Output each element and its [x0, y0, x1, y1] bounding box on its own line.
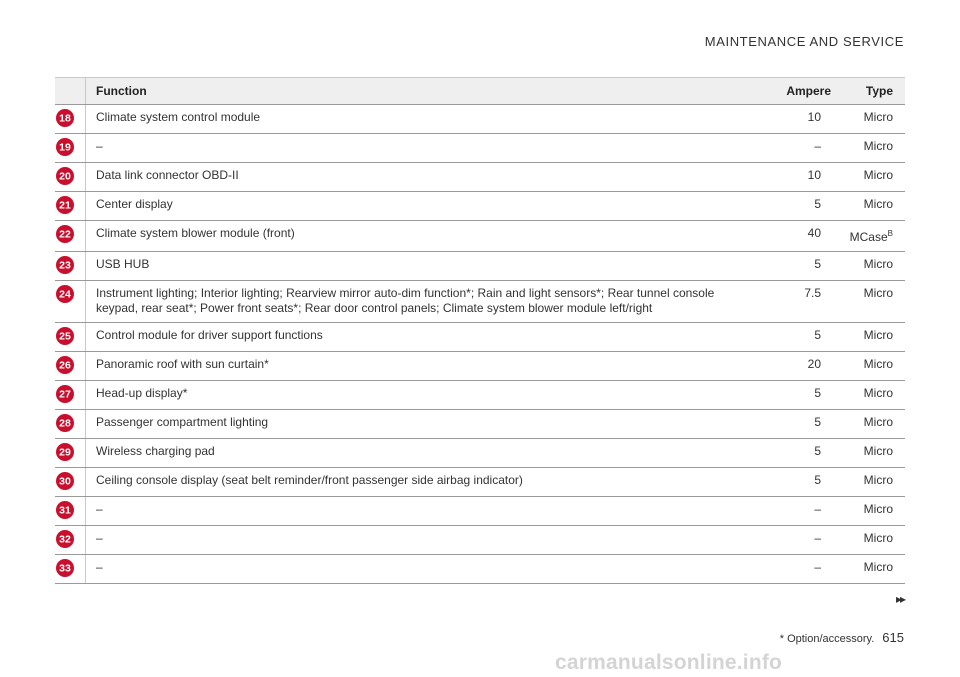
- type-label: Micro: [863, 286, 893, 300]
- fuse-number-cell: [55, 381, 86, 410]
- fuse-number-cell: [55, 439, 86, 468]
- type-cell: [839, 323, 905, 352]
- fuse-number-badge-icon: [56, 472, 74, 490]
- function-cell: Passenger compartment lighting: [86, 410, 772, 439]
- fuse-number-label: 24: [59, 288, 71, 301]
- function-cell: USB HUB: [86, 252, 772, 281]
- table-row: [55, 252, 905, 281]
- fuse-number-cell: [55, 555, 86, 584]
- ampere-cell: 5: [771, 323, 839, 352]
- fuse-number-label: 31: [59, 504, 71, 517]
- type-label: Micro: [863, 168, 893, 182]
- fuse-number-badge-icon: [56, 109, 74, 127]
- table-row: [55, 221, 905, 252]
- table-row: [55, 468, 905, 497]
- function-cell: Panoramic roof with sun curtain*: [86, 352, 772, 381]
- table-row: [55, 163, 905, 192]
- fuse-number-label: 29: [59, 446, 71, 459]
- function-cell: Center display: [86, 192, 772, 221]
- ampere-cell: –: [771, 134, 839, 163]
- type-cell: [839, 352, 905, 381]
- type-label: Micro: [863, 328, 893, 342]
- fuse-number-label: 33: [59, 562, 71, 575]
- ampere-cell: 5: [771, 252, 839, 281]
- type-label: Micro: [863, 444, 893, 458]
- fuse-number-label: 25: [59, 330, 71, 343]
- type-cell: [839, 134, 905, 163]
- type-cell: [839, 555, 905, 584]
- table-header-row: [55, 78, 905, 105]
- function-cell: Head-up display*: [86, 381, 772, 410]
- fuse-number-label: 18: [59, 112, 71, 125]
- type-cell: [839, 439, 905, 468]
- table-row: [55, 439, 905, 468]
- ampere-cell: 10: [771, 105, 839, 134]
- type-label: Micro: [863, 110, 893, 124]
- fuse-number-badge-icon: [56, 225, 74, 243]
- table-row: [55, 134, 905, 163]
- type-cell: [839, 192, 905, 221]
- number-column-header: [55, 78, 86, 105]
- type-column-header: Type: [839, 78, 905, 105]
- function-cell: –: [86, 555, 772, 584]
- table-row: [55, 526, 905, 555]
- function-cell: Ceiling console display (seat belt reminder/front passenger side airbag indicator): [86, 468, 772, 497]
- type-label: Micro: [863, 357, 893, 371]
- function-cell: Climate system control module: [86, 105, 772, 134]
- fuse-number-label: 19: [59, 141, 71, 154]
- table-row: [55, 323, 905, 352]
- fuse-number-label: 20: [59, 170, 71, 183]
- fuse-number-label: 26: [59, 359, 71, 372]
- type-label: Micro: [863, 139, 893, 153]
- page-number: 615: [882, 630, 904, 645]
- function-cell: Climate system blower module (front): [86, 221, 772, 252]
- type-label: Micro: [863, 257, 893, 271]
- fuse-number-cell: [55, 323, 86, 352]
- table-row: [55, 352, 905, 381]
- function-cell: –: [86, 134, 772, 163]
- fuse-number-cell: [55, 410, 86, 439]
- type-cell: [839, 163, 905, 192]
- fuse-number-badge-icon: [56, 256, 74, 274]
- ampere-cell: –: [771, 526, 839, 555]
- ampere-cell: –: [771, 555, 839, 584]
- type-superscript: B: [887, 229, 893, 238]
- fuse-number-cell: [55, 468, 86, 497]
- function-column-header: Function: [86, 78, 772, 105]
- type-cell: [839, 526, 905, 555]
- type-cell: [839, 468, 905, 497]
- type-cell: [839, 221, 905, 252]
- fuse-number-cell: [55, 163, 86, 192]
- fuse-number-label: 21: [59, 199, 71, 212]
- section-title: MAINTENANCE AND SERVICE: [704, 34, 904, 49]
- type-label: Micro: [863, 560, 893, 574]
- table-row: [55, 281, 905, 323]
- fuse-number-cell: [55, 281, 86, 323]
- fuse-number-label: 30: [59, 475, 71, 488]
- type-label: Micro: [863, 197, 893, 211]
- fuse-number-cell: [55, 526, 86, 555]
- watermark-text: carmanualsonline.info: [555, 651, 783, 674]
- ampere-cell: 20: [771, 352, 839, 381]
- fuse-number-cell: [55, 134, 86, 163]
- fuse-number-badge-icon: [56, 385, 74, 403]
- fuse-number-badge-icon: [56, 356, 74, 374]
- ampere-cell: 5: [771, 468, 839, 497]
- type-label: Micro: [863, 531, 893, 545]
- fuse-number-badge-icon: [56, 285, 74, 303]
- ampere-cell: 10: [771, 163, 839, 192]
- fuse-number-label: 27: [59, 388, 71, 401]
- function-cell: –: [86, 526, 772, 555]
- function-cell: –: [86, 497, 772, 526]
- type-label: Micro: [863, 386, 893, 400]
- fuse-number-cell: [55, 497, 86, 526]
- option-note: * Option/accessory.: [779, 633, 875, 645]
- type-cell: [839, 252, 905, 281]
- table-row: [55, 192, 905, 221]
- ampere-cell: 5: [771, 410, 839, 439]
- fuse-number-label: 22: [59, 228, 71, 241]
- type-cell: [839, 410, 905, 439]
- fuse-number-label: 28: [59, 417, 71, 430]
- table-row: [55, 497, 905, 526]
- type-label: Micro: [863, 415, 893, 429]
- fuse-number-badge-icon: [56, 196, 74, 214]
- fuse-number-badge-icon: [56, 443, 74, 461]
- fuse-number-cell: [55, 221, 86, 252]
- table-row: [55, 410, 905, 439]
- type-label: MCase: [849, 230, 888, 244]
- fuse-number-badge-icon: [56, 327, 74, 345]
- table-row: [55, 105, 905, 134]
- ampere-cell: 40: [771, 221, 839, 252]
- fuse-table: [55, 77, 905, 584]
- ampere-cell: 7.5: [771, 281, 839, 323]
- fuse-number-badge-icon: [56, 530, 74, 548]
- type-cell: [839, 497, 905, 526]
- function-cell: Instrument lighting; Interior lighting; Rearview mirror auto-dim function*; Rain and light sensors*; Rear tunnel console keypad, rear seat*; Power front seats*; Rear door control panels; Climate system blower module left/right: [86, 281, 772, 323]
- table-row: [55, 555, 905, 584]
- type-label: Micro: [863, 473, 893, 487]
- fuse-number-badge-icon: [56, 167, 74, 185]
- fuse-number-badge-icon: [56, 138, 74, 156]
- fuse-number-cell: [55, 105, 86, 134]
- fuse-number-cell: [55, 192, 86, 221]
- fuse-number-label: 32: [59, 533, 71, 546]
- fuse-number-badge-icon: [56, 501, 74, 519]
- function-cell: Data link connector OBD-II: [86, 163, 772, 192]
- fuse-number-badge-icon: [56, 414, 74, 432]
- ampere-cell: 5: [771, 439, 839, 468]
- function-cell: Wireless charging pad: [86, 439, 772, 468]
- ampere-cell: 5: [771, 381, 839, 410]
- function-cell: Control module for driver support functions: [86, 323, 772, 352]
- fuse-number-label: 23: [59, 259, 71, 272]
- table-row: [55, 381, 905, 410]
- fuse-number-badge-icon: [56, 559, 74, 577]
- fuse-number-cell: [55, 352, 86, 381]
- page-footer: [780, 630, 904, 645]
- fuse-table-body: [55, 105, 905, 584]
- type-cell: [839, 105, 905, 134]
- ampere-cell: 5: [771, 192, 839, 221]
- ampere-cell: –: [771, 497, 839, 526]
- fuse-number-cell: [55, 252, 86, 281]
- ampere-column-header: Ampere: [771, 78, 839, 105]
- type-cell: [839, 281, 905, 323]
- continue-arrows: ▸▸: [895, 592, 904, 606]
- type-cell: [839, 381, 905, 410]
- type-label: Micro: [863, 502, 893, 516]
